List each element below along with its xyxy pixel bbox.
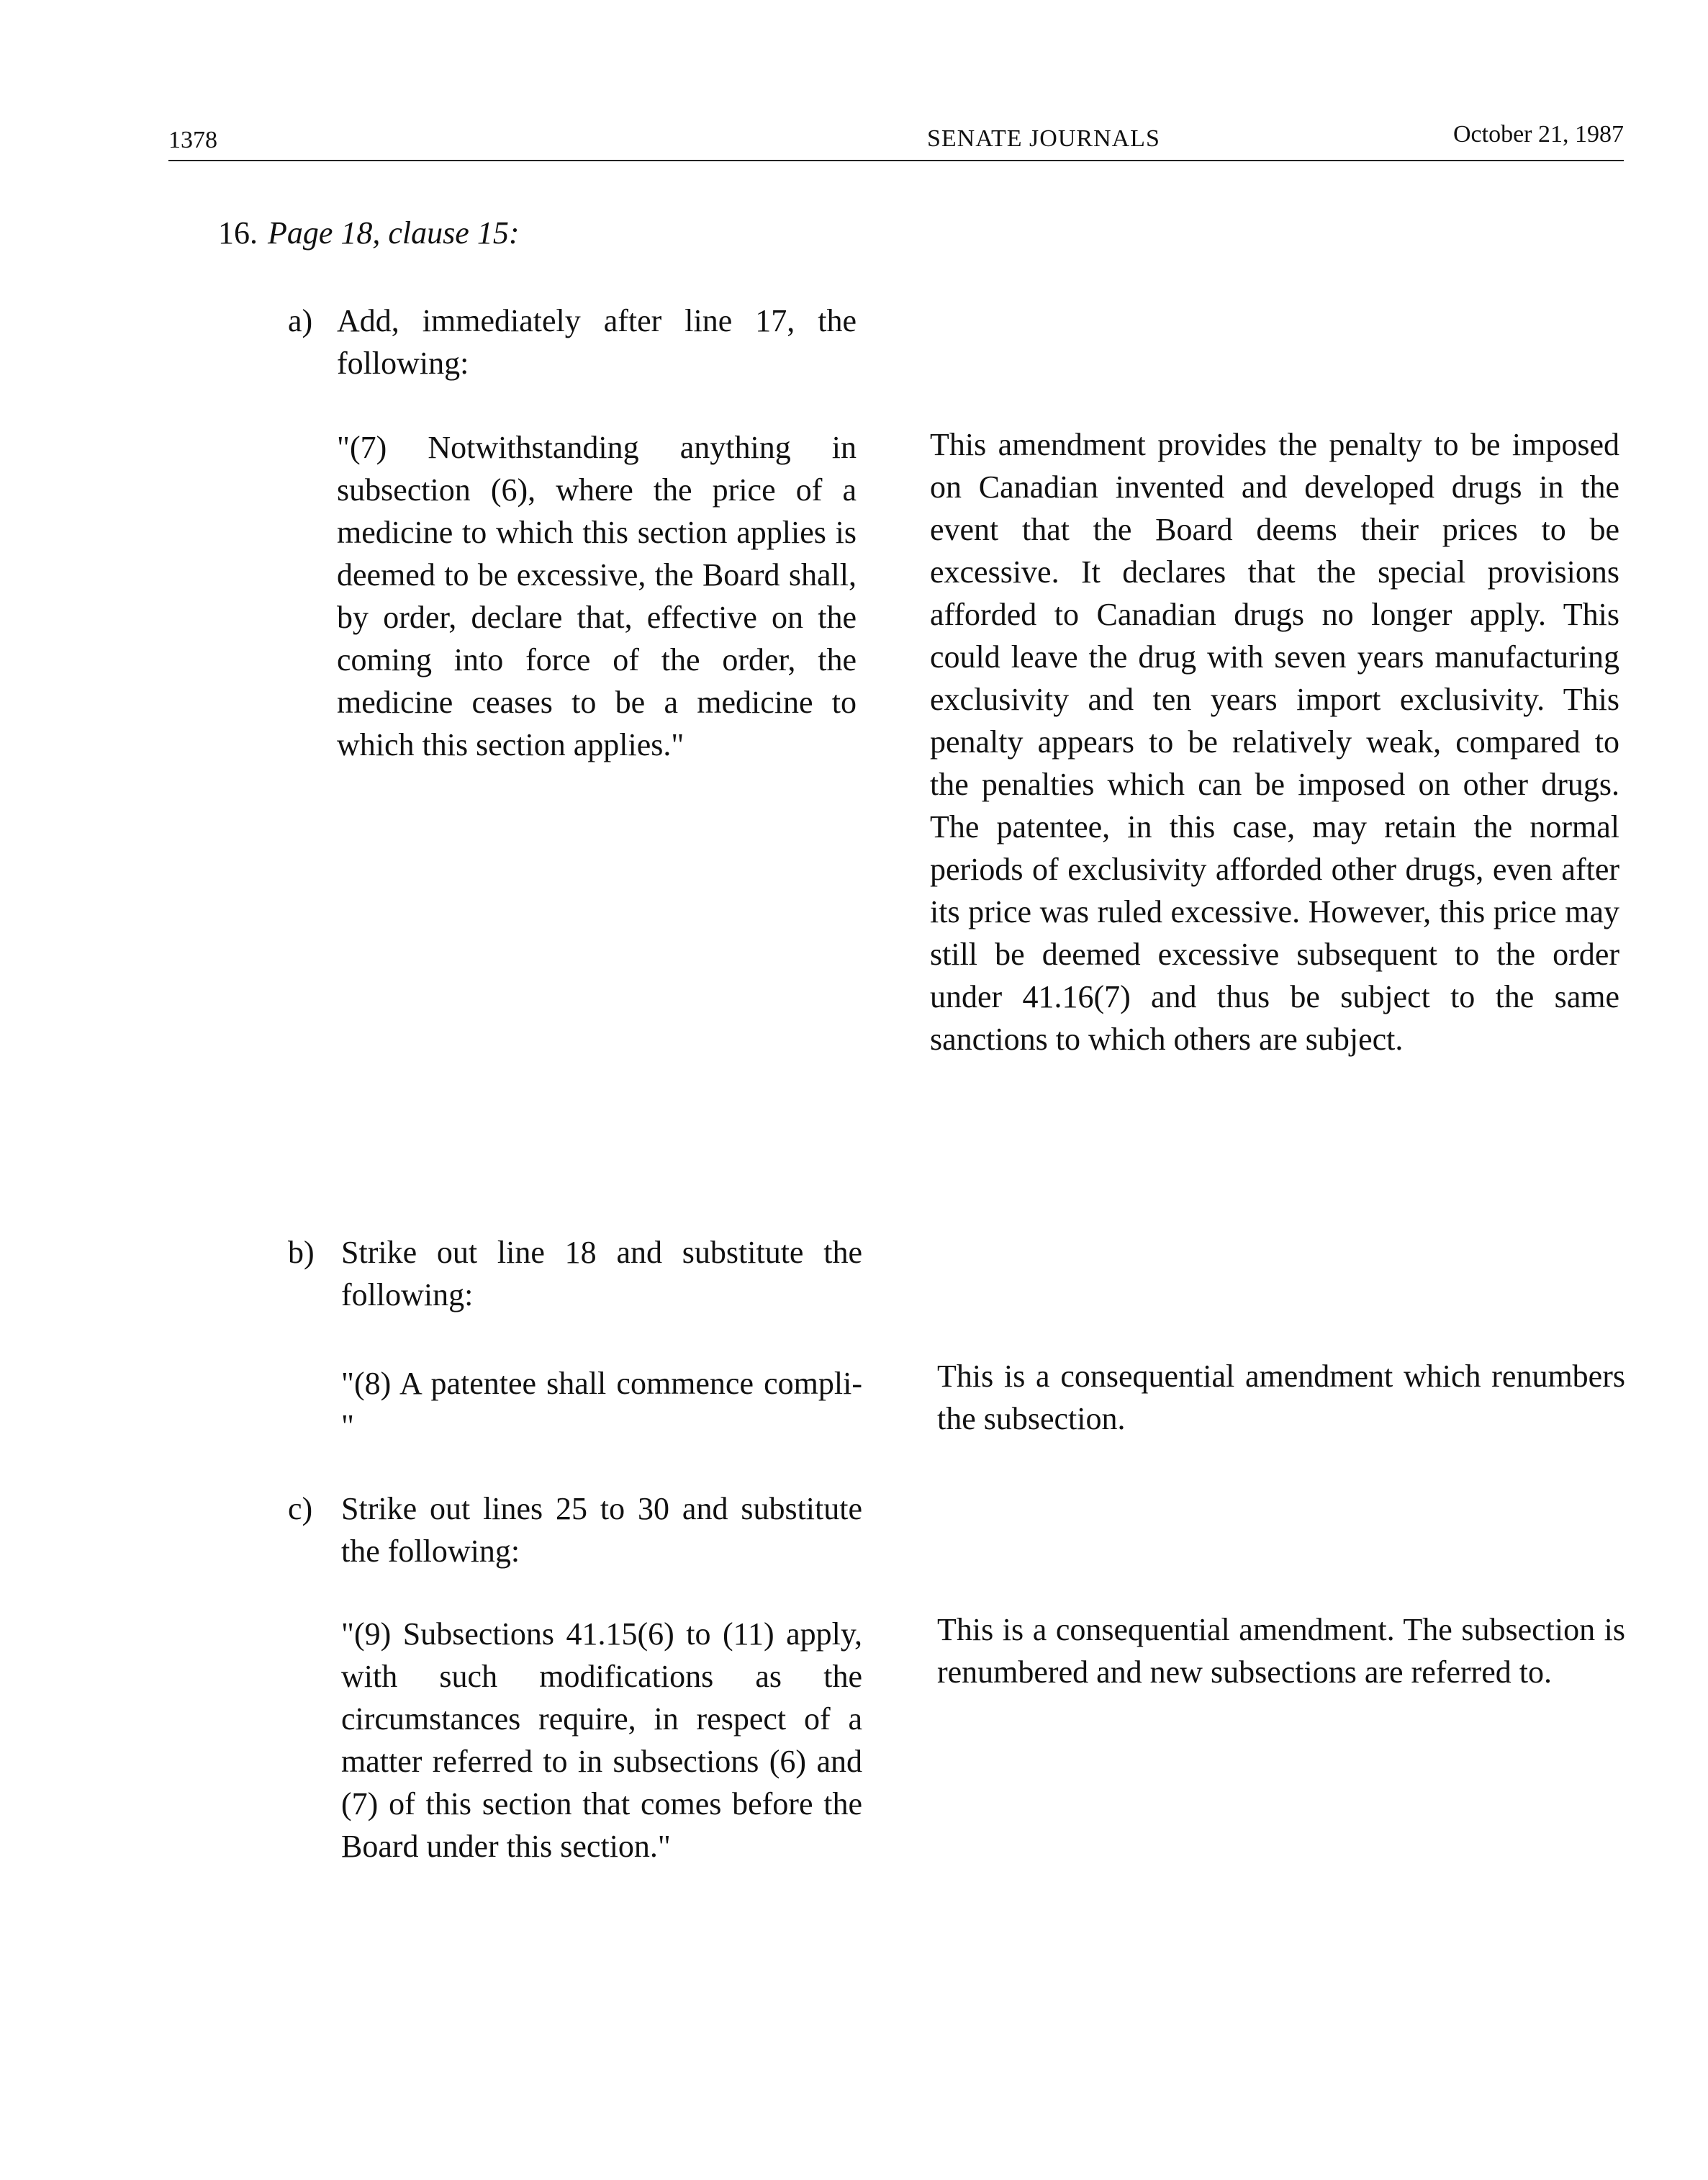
amendment-b-label: b) [288, 1235, 315, 1270]
page-number: 1378 [168, 127, 217, 153]
amendment-c-instruction: Strike out lines 25 to 30 and substitute the following: [341, 1491, 862, 1569]
amendment-a-instruction: Add, immediately after line 17, the following: [337, 303, 857, 381]
item-reference: Page 18, clause 15: [268, 215, 520, 251]
page-header [168, 120, 1624, 161]
header-date: October 21, 1987 [1452, 121, 1624, 148]
amendment-c-label: c) [288, 1491, 313, 1526]
amendment-b-explanation: This is a consequential amendment which renumbers the subsection. [937, 1359, 1625, 1436]
amendment-b-instruction: Strike out line 18 and substitute the following: [341, 1235, 862, 1312]
amendment-a-label: a) [288, 303, 313, 338]
amendment-c-text: "(9) Subsections 41.15(6) to (11) apply, with such modifications as the circumstances require, in respect of a matter referred to in subsections (6) and (7) of this section that comes before the Board under this section." [341, 1616, 862, 1864]
amendment-c-explanation: This is a consequential amendment. The subsection is renumbered and new subsections are referred to. [937, 1612, 1625, 1690]
amendment-a-text: "(7) Notwithstanding anything in subsection (6), where the price of a medicine to which this section applies is deemed to be excessive, the Board shall, by order, declare that, effective on the coming into force of the order, the medicine ceases to be a medicine to which this section applies." [337, 430, 857, 762]
amendment-a-explanation: This amendment provides the penalty to be imposed on Canadian invented and developed drugs in the event that the Board deems their prices to be excessive. It declares that the special provisions afforded to Canadian drugs no longer apply. This could leave the drug with seven years manufacturing exclusivity and ten years import exclusivity. This penalty appears to be relatively weak, compared to the penalties which can be imposed on other drugs. The patentee, in this case, may retain the normal periods of exclusivity afforded other drugs, even after its price was ruled excessive. However, this price may still be deemed excessive subsequent to the order under 41.16(7) and thus be subject to the same sanctions to which others are subject. [930, 427, 1619, 1057]
amendment-b-text: "(8) A patentee shall commence compli-" [341, 1366, 862, 1443]
journal-title: SENATE JOURNALS [927, 125, 1160, 152]
item-number: 16. [218, 215, 258, 251]
item-heading [218, 215, 519, 251]
